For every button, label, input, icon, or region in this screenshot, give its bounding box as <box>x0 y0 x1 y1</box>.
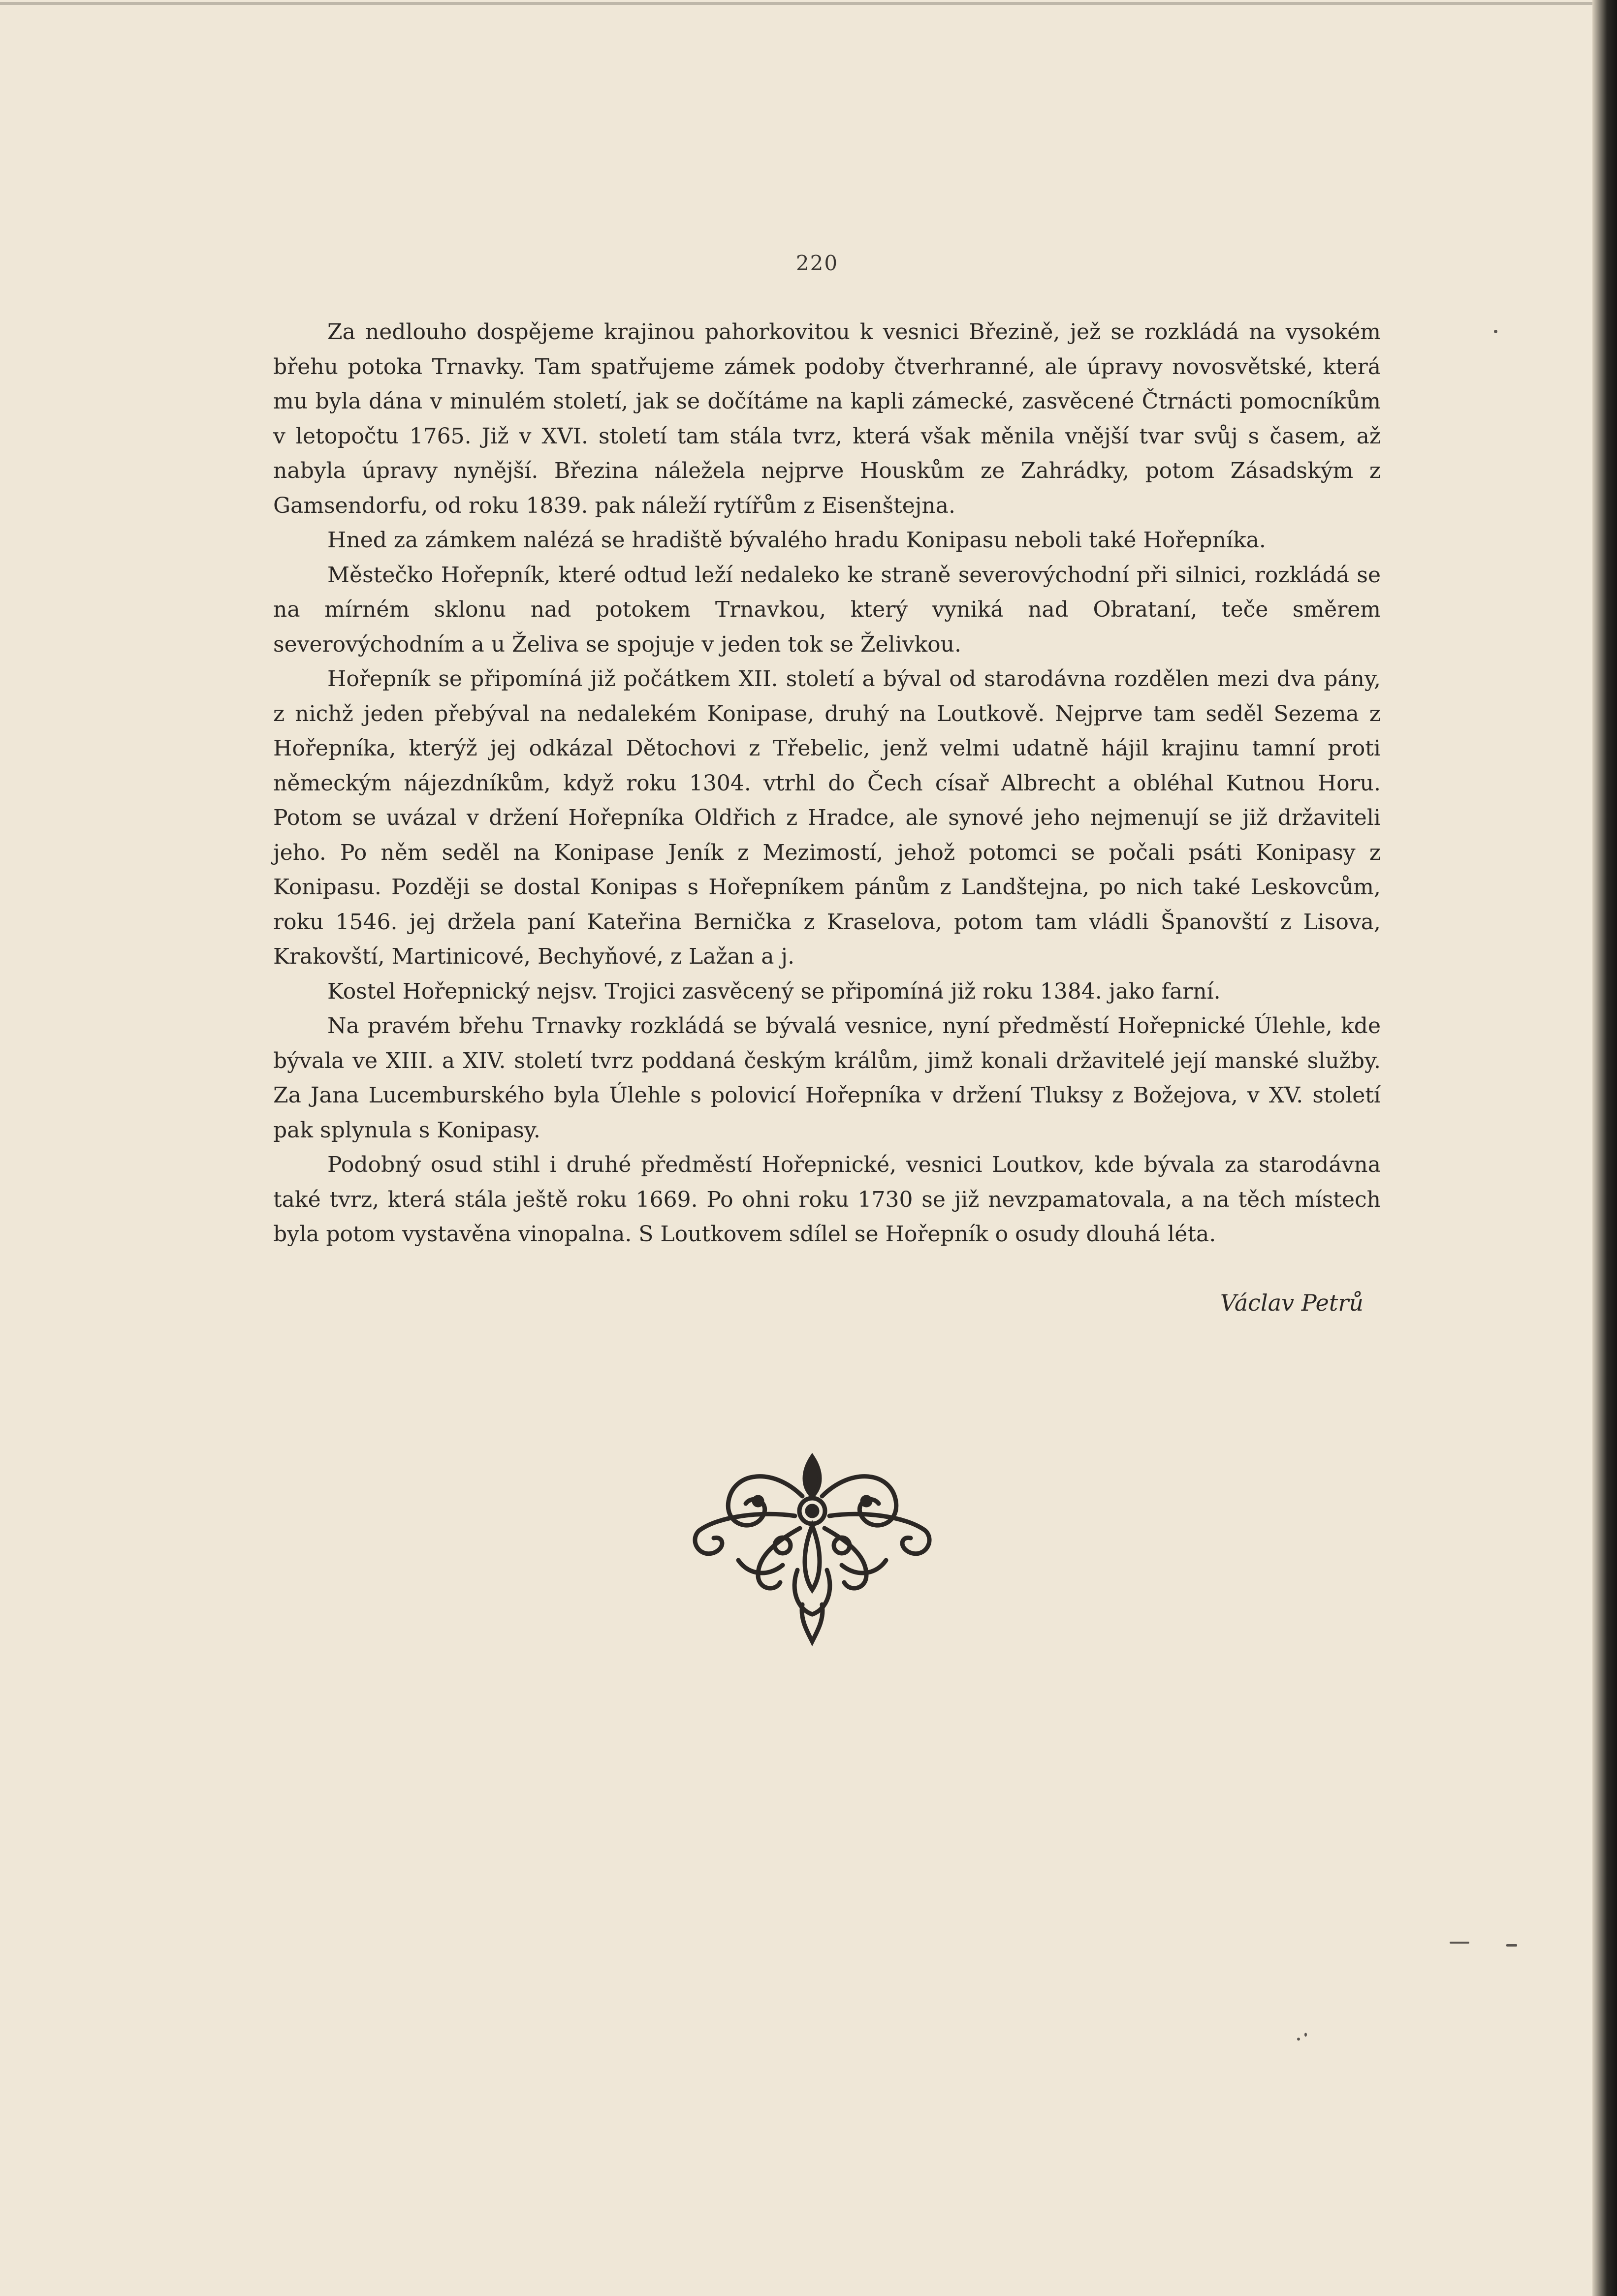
paragraph-ulehle: Na pravém břehu Trnavky rozkládá se bývalá vesnice, nyní předměstí Hořepnické Úlehle, kde bývala ve XIII. a XIV. století tvrz poddaná českým králům, jimž konali državitelé její manské služby. Za Jana Lucemburského byla Úlehle s polovicí Hořepníka v držení Tluksy z Božejova, v XV. století pak splynula s Konipasy. <box>273 1013 1381 1143</box>
paper-speck <box>1304 2033 1307 2037</box>
paragraph-horepnik-history: Hořepník se připomíná již počátkem XII. století a býval od starodávna rozdělen mezi dva pány, z nichž jeden přebýval na nedalekém Konipase, druhý na Loutkově. Nejprve tam seděl Sezema z Hořepníka, kterýž jej odkázal Dětochovi z Třebelic, jenž velmi udatně hájil krajinu tamní proti německým nájezdníkům, když roku 1304. vtrhl do Čech císař Albrecht a obléhal Kutnou Horu. Potom se uvázal v držení Hořepníka Oldřich z Hradce, ale synové jeho nejmenují se již državiteli jeho. Po něm seděl na Konipase Jeník z Mezimostí, jehož potomci se počali psáti Konipasy z Konipasu. Později se dostal Konipas s Hořepníkem pánům z Landštejna, po nich také Leskovcům, roku 1546. jej držela paní Kateřina Bernička z Kraselova, potom tam vládli Španovští z Lisova, Krakovští, Martinicové, Bechyňové, z Lažan a j. <box>273 666 1381 969</box>
paper-speck <box>1506 1944 1517 1947</box>
author-signature: Václav Petrů <box>1220 1290 1363 1316</box>
paragraph-konipas: Hned za zámkem nalézá se hradiště bývalého hradu Konipasu neboli také Hořepníka. <box>327 528 1266 553</box>
body-text <box>273 315 1381 1252</box>
paper-speck <box>1494 330 1497 333</box>
page-number: 220 <box>795 251 839 275</box>
paragraph-church: Kostel Hořepnický nejsv. Trojici zasvěcený se připomíná již roku 1384. jako farní. <box>327 978 1221 1004</box>
paper-speck <box>1297 2038 1300 2041</box>
floral-ornament-icon <box>684 1442 940 1649</box>
paper-speck <box>1450 1942 1469 1944</box>
paragraph-loutkov: Podobný osud stihl i druhé předměstí Hořepnické, vesnici Loutkov, kde bývala za starodávna také tvrz, která stála ještě roku 1669. Po ohni roku 1730 se již nevzpamatovala, a na těch místech byla potom vystavěna vinopalna. S Loutkovem sdílel se Hořepník o osudy dlouhá léta. <box>273 1152 1381 1247</box>
book-spine-edge <box>1592 0 1617 2296</box>
paragraph-horepnik-location: Městečko Hořepník, které odtud leží nedaleko ke straně severovýchodní při silnici, rozkládá se na mírném sklonu nad potokem Trnavkou, který vyniká nad Obrataní, teče směrem severovýchodním a u Želiva se spojuje v jeden tok se Želivkou. <box>273 562 1381 657</box>
paragraph-brezina: Za nedlouho dospějeme krajinou pahorkovitou k vesnici Březině, jež se rozkládá na vysokém břehu potoka Trnavky. Tam spatřujeme zámek podoby čtverhranné, ale úpravy novosvětské, která mu byla dána v minulém století, jak se dočítáme na kapli zámecké, zasvěcené Čtrnácti pomocníkům v letopočtu 1765. Již v XVI. století tam stála tvrz, která však měnila vnější tvar svůj s časem, až nabyla úpravy nynější. Březina náležela nejprve Houskům ze Zahrádky, potom Zásadským z Gamsendorfu, od roku 1839. pak náleží rytířům z Eisenštejna. <box>273 319 1381 518</box>
top-edge-line <box>0 2 1602 5</box>
